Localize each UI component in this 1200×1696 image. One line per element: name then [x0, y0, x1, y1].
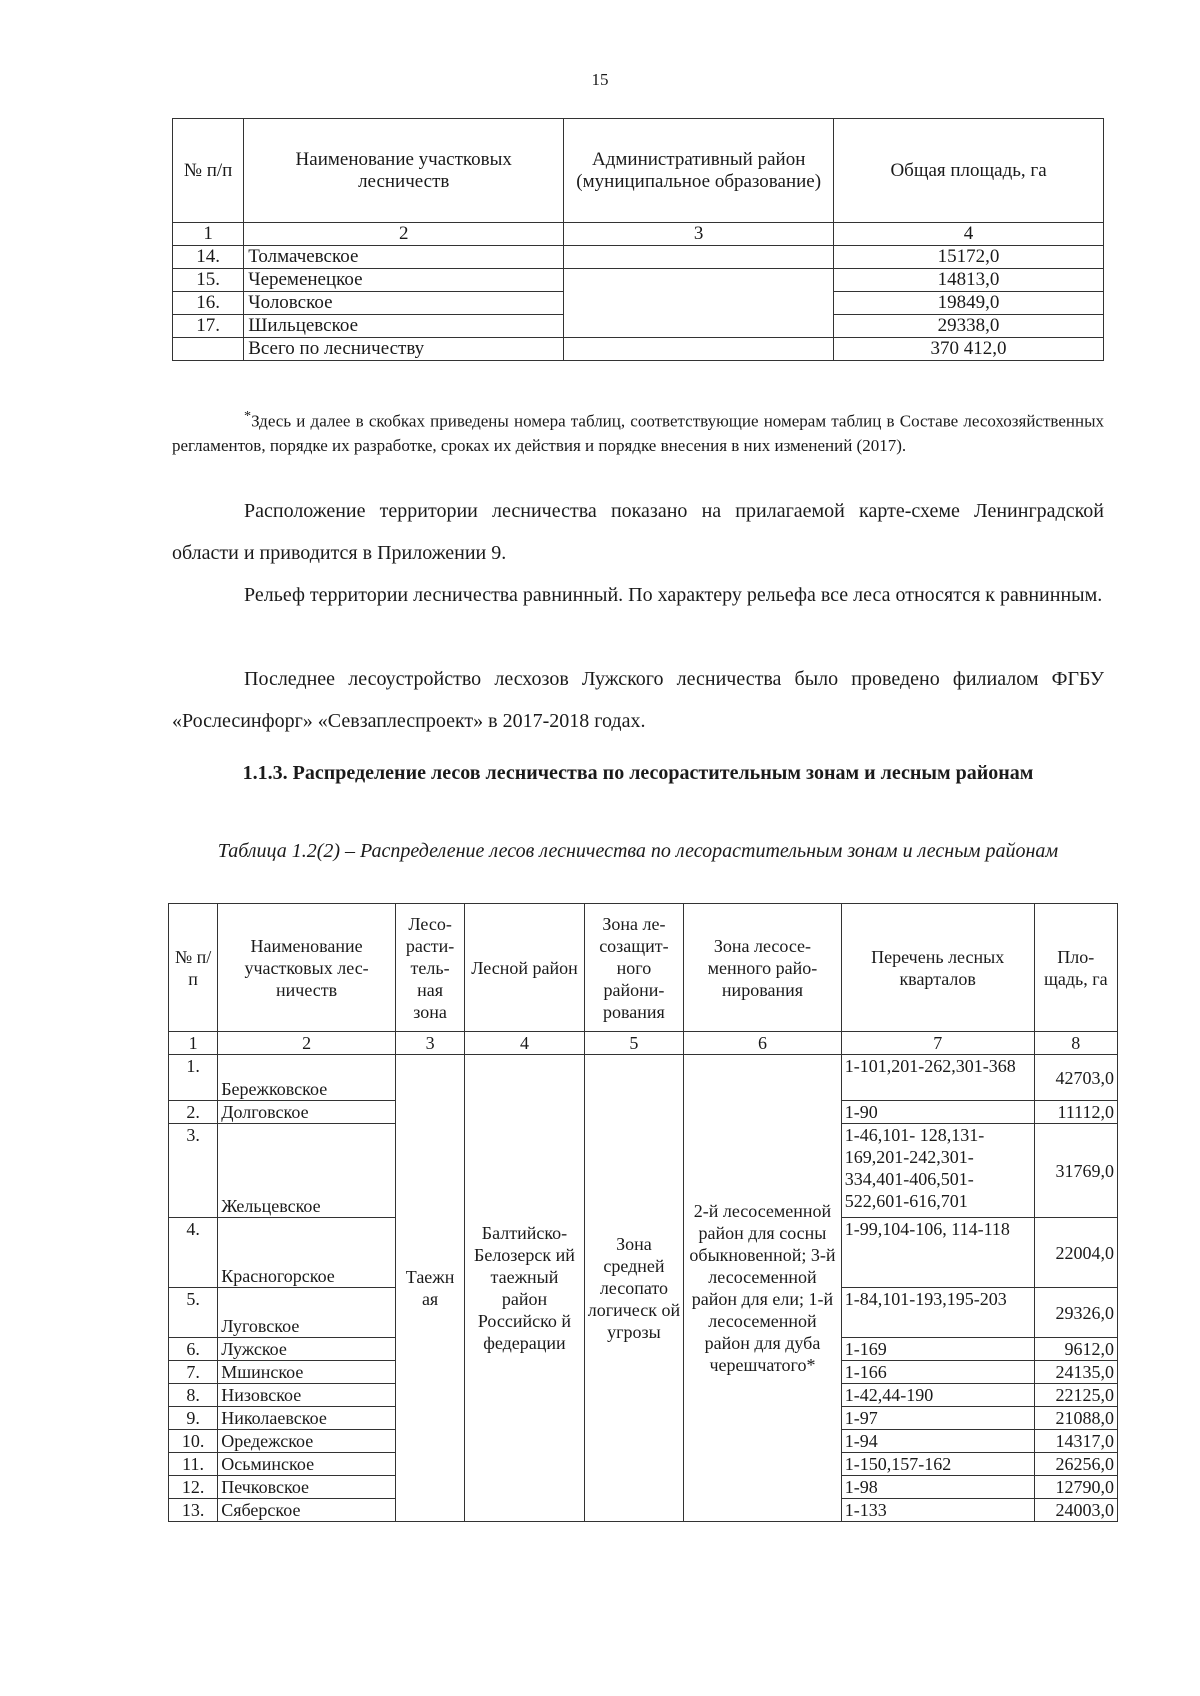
- row-quarters: 1-97: [841, 1407, 1034, 1430]
- row-area: 9612,0: [1034, 1338, 1117, 1361]
- row-num: 8.: [169, 1384, 218, 1407]
- forest-district-merged: Балтийско-Белозерск ий таежный район Российско й федерации: [465, 1055, 585, 1522]
- header-area: Пло-щадь, га: [1034, 904, 1117, 1032]
- row-num: 6.: [169, 1338, 218, 1361]
- row-area: 24003,0: [1034, 1499, 1117, 1522]
- row-area: 14317,0: [1034, 1430, 1117, 1453]
- table-index-row: [169, 1032, 1118, 1055]
- row-district-merged: [564, 269, 834, 338]
- row-name: Шильцевское: [244, 315, 564, 338]
- paragraph-inventory: Последнее лесоустройство лесхозов Лужского лесничества было проведено филиалом ФГБУ «Рослесинфорг» «Севзаплеспроект» в 2017-2018 годах.: [172, 668, 1104, 732]
- row-quarters: 1-166: [841, 1361, 1034, 1384]
- row-quarters: 1-90: [841, 1101, 1034, 1124]
- row-name: Долговское: [218, 1101, 396, 1124]
- row-area: 42703,0: [1034, 1055, 1117, 1101]
- row-num: 13.: [169, 1499, 218, 1522]
- row-num: 15.: [173, 269, 244, 292]
- footnote-text: Здесь и далее в скобках приведены номера таблиц, соответствующие номерам таблиц в Составе лесохозяйственных регламентов, порядке их разработке, сроках их действия и порядке внесения в них изменений (2017).: [172, 411, 1104, 455]
- header-district: Административный район (муниципальное образование): [564, 119, 834, 223]
- row-area: 22125,0: [1034, 1384, 1117, 1407]
- row-area: 14813,0: [834, 269, 1104, 292]
- row-area: 26256,0: [1034, 1453, 1117, 1476]
- header-name: Наименование участковых лесничеств: [244, 119, 564, 223]
- row-area: 29326,0: [1034, 1288, 1117, 1338]
- total-label: Всего по лесничеству: [244, 338, 564, 361]
- row-name: Лужское: [218, 1338, 396, 1361]
- row-num: 2.: [169, 1101, 218, 1124]
- index-cell: 2: [218, 1032, 396, 1055]
- header-area: Общая площадь, га: [834, 119, 1104, 223]
- row-name: Печковское: [218, 1476, 396, 1499]
- section-heading: 1.1.3. Распределение лесов лесничества по лесорастительным зонам и лесным районам: [242, 762, 1034, 784]
- footnote-marker: *: [244, 408, 252, 424]
- row-num: 7.: [169, 1361, 218, 1384]
- row-name: Николаевское: [218, 1407, 396, 1430]
- header-seed-zone: Зона лесосе-менного райо-нирования: [684, 904, 842, 1032]
- row-num: 3.: [169, 1124, 218, 1218]
- row-num: 16.: [173, 292, 244, 315]
- row-num: 9.: [169, 1407, 218, 1430]
- table-header-row: [169, 904, 1118, 1032]
- row-quarters: 1-98: [841, 1476, 1034, 1499]
- row-area: 15172,0: [834, 246, 1104, 269]
- header-num: № п/п: [169, 904, 218, 1032]
- row-num: 11.: [169, 1453, 218, 1476]
- row-quarters: 1-42,44-190: [841, 1384, 1034, 1407]
- index-cell: 4: [834, 223, 1104, 246]
- veg-zone-merged: Таежн ая: [395, 1055, 464, 1522]
- page-number: 15: [591, 70, 609, 89]
- row-area: 12790,0: [1034, 1476, 1117, 1499]
- row-area: 19849,0: [834, 292, 1104, 315]
- row-quarters: 1-99,104-106, 114-118: [841, 1218, 1034, 1288]
- row-name: Мшинское: [218, 1361, 396, 1384]
- row-area: 21088,0: [1034, 1407, 1117, 1430]
- index-cell: 1: [169, 1032, 218, 1055]
- row-name: Череменецкое: [244, 269, 564, 292]
- index-cell: 3: [564, 223, 834, 246]
- row-num: 12.: [169, 1476, 218, 1499]
- row-name: Низовское: [218, 1384, 396, 1407]
- header-quarters: Перечень лесных кварталов: [841, 904, 1034, 1032]
- index-cell: 5: [584, 1032, 683, 1055]
- row-quarters: 1-133: [841, 1499, 1034, 1522]
- index-cell: 4: [465, 1032, 585, 1055]
- table-caption: Таблица 1.2(2) – Распределение лесов лесничества по лесорастительным зонам и лесным районам: [217, 840, 1059, 862]
- header-num: № п/п: [173, 119, 244, 223]
- index-cell: 8: [1034, 1032, 1117, 1055]
- header-name: Наименование участковых лес-ничеств: [218, 904, 396, 1032]
- row-name: Красногорское: [218, 1218, 396, 1288]
- row-quarters: 1-150,157-162: [841, 1453, 1034, 1476]
- total-district: [564, 338, 834, 361]
- header-forest-district: Лесной район: [465, 904, 585, 1032]
- row-name: Чоловское: [244, 292, 564, 315]
- table-row: [173, 246, 1104, 269]
- row-num: 17.: [173, 315, 244, 338]
- index-cell: 7: [841, 1032, 1034, 1055]
- row-name: Луговское: [218, 1288, 396, 1338]
- table-total-row: [173, 338, 1104, 361]
- table-header-row: [173, 119, 1104, 223]
- index-cell: 2: [244, 223, 564, 246]
- row-quarters: 1-94: [841, 1430, 1034, 1453]
- row-area: 31769,0: [1034, 1124, 1117, 1218]
- row-quarters: 1-84,101-193,195-203: [841, 1288, 1034, 1338]
- table-row: [169, 1055, 1118, 1101]
- row-area: 11112,0: [1034, 1101, 1117, 1124]
- header-protective-zone: Зона ле-созащит-ного райони-рования: [584, 904, 683, 1032]
- row-area: 24135,0: [1034, 1361, 1117, 1384]
- footnote: [172, 404, 1104, 458]
- paragraph-location: Расположение территории лесничества показано на прилагаемой карте-схеме Ленинградской области и приводится в Приложении 9.: [172, 500, 1104, 564]
- row-num: 10.: [169, 1430, 218, 1453]
- row-district: [564, 246, 834, 269]
- forest-zones-table: [168, 903, 1118, 1522]
- row-name: Осьминское: [218, 1453, 396, 1476]
- index-cell: 3: [395, 1032, 464, 1055]
- row-num: 5.: [169, 1288, 218, 1338]
- table-row: [173, 269, 1104, 292]
- total-area: 370 412,0: [834, 338, 1104, 361]
- index-cell: 6: [684, 1032, 842, 1055]
- row-num: 1.: [169, 1055, 218, 1101]
- row-name: Бережковское: [218, 1055, 396, 1101]
- row-quarters: 1-101,201-262,301-368: [841, 1055, 1034, 1101]
- row-name: Жельцевское: [218, 1124, 396, 1218]
- header-veg-zone: Лесо-расти-тель-ная зона: [395, 904, 464, 1032]
- total-num: [173, 338, 244, 361]
- row-quarters: 1-169: [841, 1338, 1034, 1361]
- row-name: Оредежское: [218, 1430, 396, 1453]
- index-cell: 1: [173, 223, 244, 246]
- row-num: 4.: [169, 1218, 218, 1288]
- row-name: Толмачевское: [244, 246, 564, 269]
- table-index-row: [173, 223, 1104, 246]
- seed-zone-merged: 2-й лесосеменной район для сосны обыкновенной; 3-й лесосеменной район для ели; 1-й лесосеменной район для дуба черешчатого*: [684, 1055, 842, 1522]
- paragraph-relief: Рельеф территории лесничества равнинный. По характеру рельефа все леса относятся к равнинным.: [244, 584, 1103, 606]
- row-name: Сяберское: [218, 1499, 396, 1522]
- forestry-area-table-continued: [172, 118, 1104, 361]
- row-area: 22004,0: [1034, 1218, 1117, 1288]
- row-area: 29338,0: [834, 315, 1104, 338]
- protective-zone-merged: Зона средней лесопато логическ ой угрозы: [584, 1055, 683, 1522]
- row-num: 14.: [173, 246, 244, 269]
- row-quarters: 1-46,101- 128,131-169,201-242,301-334,401-406,501-522,601-616,701: [841, 1124, 1034, 1218]
